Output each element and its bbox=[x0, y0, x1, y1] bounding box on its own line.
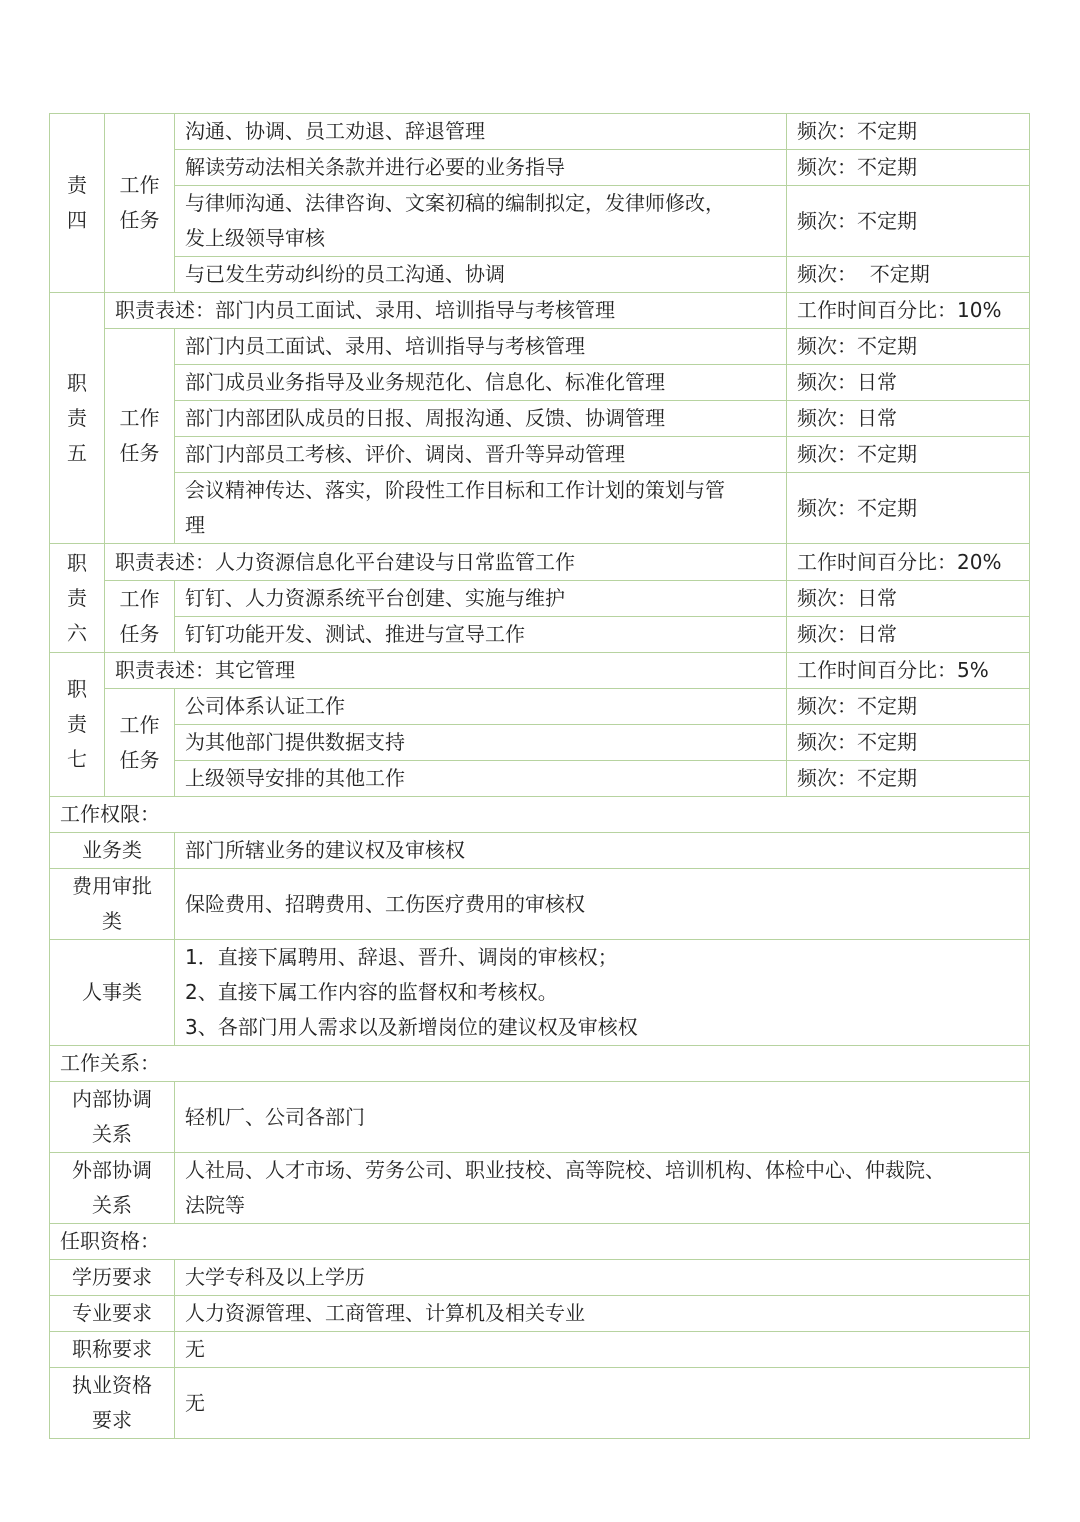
resp6-task-1: 钉钉、人力资源系统平台创建、实施与维护 bbox=[175, 581, 787, 617]
resp7-task-3: 上级领导安排的其他工作 bbox=[175, 761, 787, 797]
resp6-percent: 工作时间百分比：20% bbox=[787, 544, 1030, 581]
relations-value-2: 人社局、人才市场、劳务公司、职业技校、高等院校、培训机构、体检中心、仲裁院、 法院等 bbox=[175, 1153, 1030, 1224]
resp4-freq-2: 频次：不定期 bbox=[787, 150, 1030, 186]
resp7-label: 职 责 七 bbox=[50, 653, 105, 797]
qual-value-1: 大学专科及以上学历 bbox=[175, 1260, 1030, 1296]
qual-value-4: 无 bbox=[175, 1368, 1030, 1439]
qual-label-2: 专业要求 bbox=[50, 1296, 175, 1332]
authority-value-1: 部门所辖业务的建议权及审核权 bbox=[175, 833, 1030, 869]
resp5-freq-4: 频次：不定期 bbox=[787, 437, 1030, 473]
resp4-freq-1: 频次：不定期 bbox=[787, 114, 1030, 150]
resp6-label: 职 责 六 bbox=[50, 544, 105, 653]
resp5-freq-3: 频次：日常 bbox=[787, 401, 1030, 437]
resp5-task-label: 工作 任务 bbox=[105, 329, 175, 544]
resp7-task-1: 公司体系认证工作 bbox=[175, 689, 787, 725]
resp5-task-1: 部门内员工面试、录用、培训指导与考核管理 bbox=[175, 329, 787, 365]
resp5-task-3: 部门内部团队成员的日报、周报沟通、反馈、协调管理 bbox=[175, 401, 787, 437]
resp4-freq-4: 频次： 不定期 bbox=[787, 257, 1030, 293]
resp7-task-label: 工作 任务 bbox=[105, 689, 175, 797]
resp7-summary: 职责表述：其它管理 bbox=[105, 653, 787, 689]
resp5-freq-2: 频次：日常 bbox=[787, 365, 1030, 401]
qual-value-2: 人力资源管理、工商管理、计算机及相关专业 bbox=[175, 1296, 1030, 1332]
resp7-freq-2: 频次：不定期 bbox=[787, 725, 1030, 761]
resp6-freq-1: 频次：日常 bbox=[787, 581, 1030, 617]
resp7-percent: 工作时间百分比：5% bbox=[787, 653, 1030, 689]
resp4-task-4: 与已发生劳动纠纷的员工沟通、协调 bbox=[175, 257, 787, 293]
qualifications-title: 任职资格： bbox=[50, 1224, 1030, 1260]
relations-label-2: 外部协调 关系 bbox=[50, 1153, 175, 1224]
resp5-task-5: 会议精神传达、落实，阶段性工作目标和工作计划的策划与管 理 bbox=[175, 473, 787, 544]
job-description-table bbox=[49, 113, 1030, 1439]
resp5-percent: 工作时间百分比：10% bbox=[787, 293, 1030, 329]
resp4-task-3: 与律师沟通、法律咨询、文案初稿的编制拟定，发律师修改， 发上级领导审核 bbox=[175, 186, 787, 257]
authority-label-1: 业务类 bbox=[50, 833, 175, 869]
qual-value-3: 无 bbox=[175, 1332, 1030, 1368]
resp4-label: 责 四 bbox=[50, 114, 105, 293]
authority-value-2: 保险费用、招聘费用、工伤医疗费用的审核权 bbox=[175, 869, 1030, 940]
resp4-task-label: 工作 任务 bbox=[105, 114, 175, 293]
relations-value-1: 轻机厂、公司各部门 bbox=[175, 1082, 1030, 1153]
resp5-task-4: 部门内部员工考核、评价、调岗、晋升等异动管理 bbox=[175, 437, 787, 473]
qual-label-1: 学历要求 bbox=[50, 1260, 175, 1296]
resp6-task-label: 工作 任务 bbox=[105, 581, 175, 653]
authority-title: 工作权限： bbox=[50, 797, 1030, 833]
relations-label-1: 内部协调 关系 bbox=[50, 1082, 175, 1153]
authority-value-3: 1．直接下属聘用、辞退、晋升、调岗的审核权； 2、直接下属工作内容的监督权和考核权。 3、各部门用人需求以及新增岗位的建议权及审核权 bbox=[175, 940, 1030, 1046]
resp4-task-2: 解读劳动法相关条款并进行必要的业务指导 bbox=[175, 150, 787, 186]
resp5-freq-5: 频次：不定期 bbox=[787, 473, 1030, 544]
resp7-freq-3: 频次：不定期 bbox=[787, 761, 1030, 797]
authority-label-3: 人事类 bbox=[50, 940, 175, 1046]
relations-title: 工作关系： bbox=[50, 1046, 1030, 1082]
resp6-freq-2: 频次：日常 bbox=[787, 617, 1030, 653]
resp7-task-2: 为其他部门提供数据支持 bbox=[175, 725, 787, 761]
qual-label-3: 职称要求 bbox=[50, 1332, 175, 1368]
resp5-freq-1: 频次：不定期 bbox=[787, 329, 1030, 365]
resp5-summary: 职责表述：部门内员工面试、录用、培训指导与考核管理 bbox=[105, 293, 787, 329]
resp6-summary: 职责表述：人力资源信息化平台建设与日常监管工作 bbox=[105, 544, 787, 581]
resp4-task-1: 沟通、协调、员工劝退、辞退管理 bbox=[175, 114, 787, 150]
resp4-freq-3: 频次：不定期 bbox=[787, 186, 1030, 257]
resp5-label: 职 责 五 bbox=[50, 293, 105, 544]
resp6-task-2: 钉钉功能开发、测试、推进与宣导工作 bbox=[175, 617, 787, 653]
resp7-freq-1: 频次：不定期 bbox=[787, 689, 1030, 725]
qual-label-4: 执业资格 要求 bbox=[50, 1368, 175, 1439]
authority-label-2: 费用审批 类 bbox=[50, 869, 175, 940]
resp5-task-2: 部门成员业务指导及业务规范化、信息化、标准化管理 bbox=[175, 365, 787, 401]
